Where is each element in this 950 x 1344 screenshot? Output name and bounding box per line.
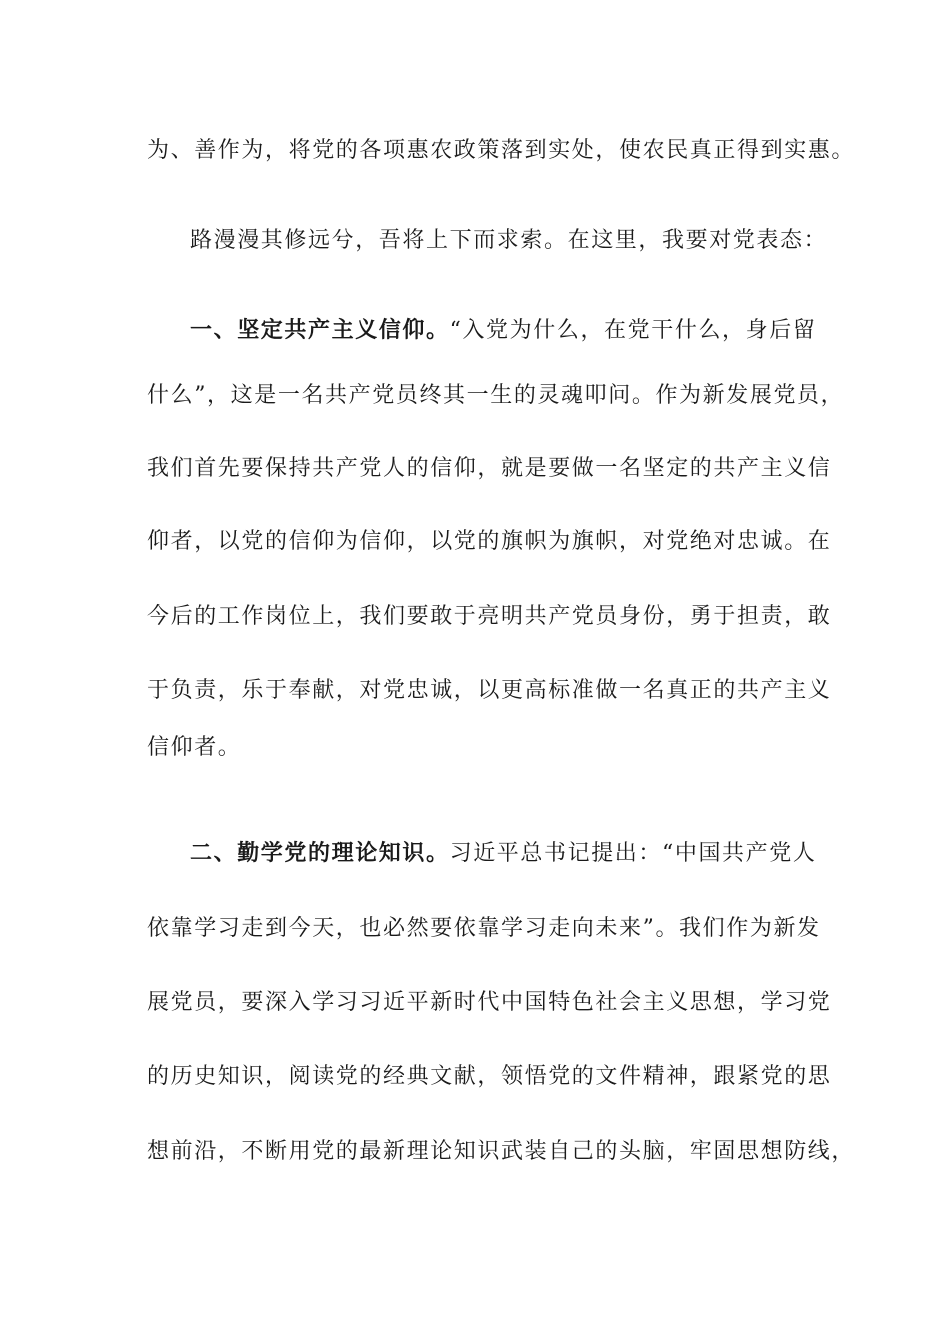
text-line: 信仰者。 [147,735,242,760]
section-2-first-line [190,839,850,869]
text-line: 路漫漫其修远兮，吾将上下而求索。在这里，我要对党表态： [190,228,828,253]
text-line: 展党员，要深入学习习近平新时代中国特色社会主义思想，学习党 [147,990,832,1015]
text-line: 我们首先要保持共产党人的信仰，就是要做一名坚定的共产主义信 [147,456,832,481]
text-line: 依靠学习走到今天，也必然要依靠学习走向未来”。我们作为新发 [147,916,821,941]
section-1-heading: 一、坚定共产主义信仰。 [190,318,450,343]
section-2-text: 习近平总书记提出：“中国共产党人 [449,841,817,866]
text-line: 什么”，这是一名共产党员终其一生的灵魂叩问。作为新发展党员， [147,383,845,408]
section-1-text: “入党为什么，在党干什么，身后留 [449,318,817,343]
text-line: 今后的工作岗位上，我们要敢于亮明共产党员身份，勇于担责，敢 [147,604,832,629]
section-2-heading: 二、勤学党的理论知识。 [190,841,450,866]
text-line: 仰者，以党的信仰为信仰，以党的旗帜为旗帜，对党绝对忠诚。在 [147,529,832,554]
text-line: 为、善作为，将党的各项惠农政策落到实处，使农民真正得到实惠。 [147,138,856,163]
text-line: 想前沿，不断用党的最新理论知识武装自己的头脑，牢固思想防线， [147,1139,856,1164]
text-line: 于负责，乐于奉献，对党忠诚，以更高标准做一名真正的共产主义 [147,678,832,703]
section-1-first-line [190,316,850,346]
text-line: 的历史知识，阅读党的经典文献，领悟党的文件精神，跟紧党的思 [147,1064,832,1089]
